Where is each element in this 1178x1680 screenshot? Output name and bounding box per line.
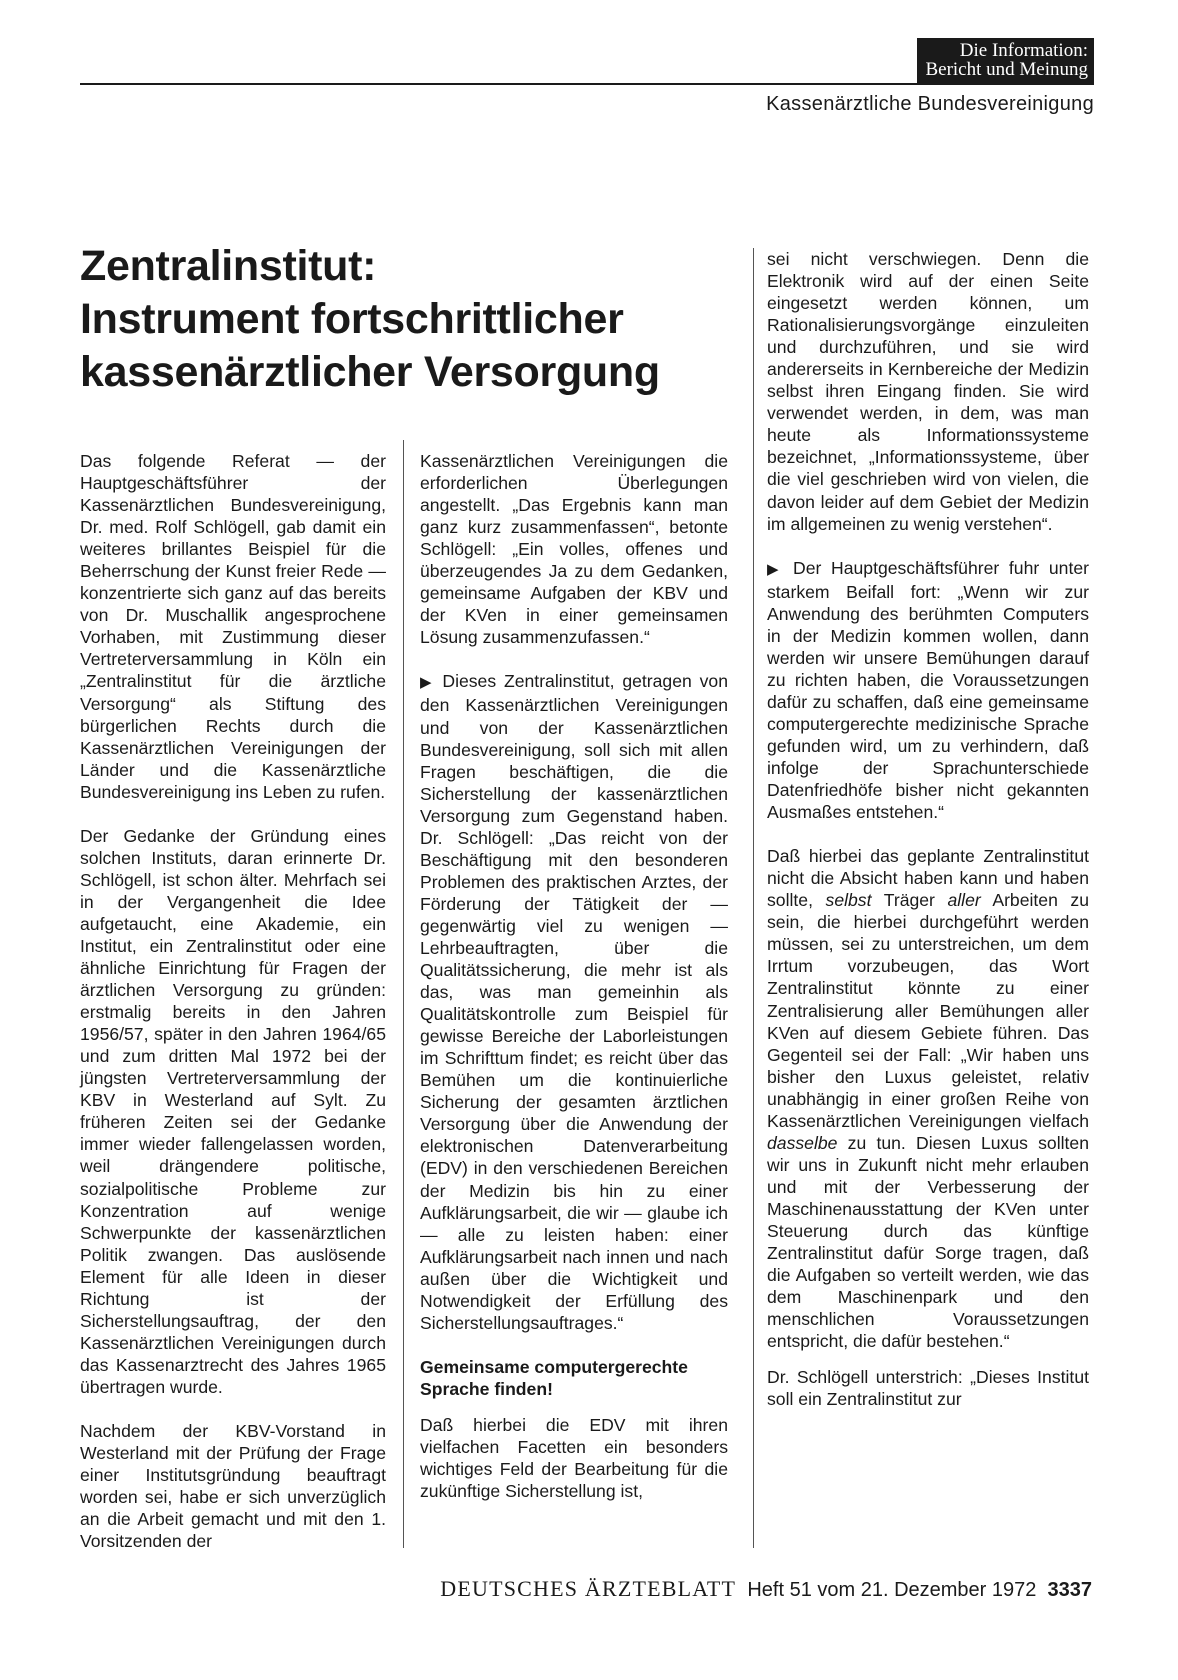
issue-info: Heft 51 vom 21. Dezember 1972 <box>747 1579 1037 1601</box>
emphasis: dasselbe <box>767 1132 838 1153</box>
paragraph-text: Dieses Zentralinstitut, getragen von den Kassenärztlichen Vereinigungen und von der Kassenärztlichen Bundesvereinigung, soll sich mit allen Fragen beschäftigen, die die Sicherstellung der kassenärztlichen Versorgung zum Gegenstand haben. Dr. Schlögell: „Das reicht von der Beschäftigung mit den besonderen Problemen des praktischen Arztes, der Förderung der Tätigkeit der — gegenwärtig viel zu wenigen — Lehrbeauftragten, über die Qualitätssicherung, die mehr ist als das, was man gemeinhin als Qualitätskontrolle zum Beispiel für gewisse Bereiche der Laborleistungen im Schrifttum findet; es reicht über das Bemühen um die kontinuierliche Sicherung der gesamten ärztlichen Versorgung über die Anwendung der elektronischen Datenverarbeitung (EDV) in den verschiedenen Bereichen der Medizin bis hin zu einer Aufklärungsarbeit, die wir — glaube ich — alle zu leisten haben: einer Aufklärungsarbeit nach innen und nach außen über die Wichtigkeit und Notwendigkeit der Erfüllung des Sicherstellungsauftrages.“ <box>420 671 728 1333</box>
page-number: 3337 <box>1047 1579 1092 1601</box>
triangle-marker-icon: ▶ <box>420 674 435 692</box>
paragraph <box>420 670 728 1333</box>
paragraph-text: Träger <box>883 890 935 911</box>
journal-name: DEUTSCHES ÄRZTEBLATT <box>440 1576 737 1601</box>
page-footer <box>440 1576 1092 1602</box>
paragraph: sei nicht verschwiegen. Denn die Elektronik wird auf der einen Seite eingesetzt werden können, um Rationalisierungsvorgänge einzuleiten und durchzuführen, und sie wird andererseits in Kernbereiche der Medizin selbst ihren Eingang finden. Sie wird verwendet werden, in dem, was man heute als Informationssysteme bezeichnet, „Informationssysteme, über die viel geschrieben wird von vielen, die davon leider auf dem Gebiet der Medizin im allgemeinen zu wenig verstehen“. <box>767 249 1089 534</box>
article-headline <box>80 240 730 399</box>
headline-line1: Zentralinstitut: <box>80 242 377 290</box>
headline-line2: Instrument fortschrittlicher <box>80 295 624 343</box>
triangle-marker-icon: ▶ <box>767 560 784 578</box>
subheading-line2: Sprache finden! <box>420 1378 553 1399</box>
subheading <box>420 1356 728 1400</box>
paragraph: Dr. Schlögell unterstrich: „Dieses Institut soll ein Zentralinstitut zur <box>767 1367 1089 1410</box>
paragraph-text: Der Hauptgeschäftsführer fuhr unter starkem Beifall fort: „Wenn wir zur Anwendung des berühmten Computers in der Medizin kommen wollen, dann werden wir unsere Bemühungen darauf zu richten haben, die Voraussetzungen dafür zu schaffen, daß eine gemeinsame computergerechte medizinische Sprache gefunden wird, um zu verhindern, daß infolge der Sprachunterschiede Datenfriedhöfe bisher nicht gekannten Ausmaßes entstehen.“ <box>767 557 1089 823</box>
paragraph: Nachdem der KBV-Vorstand in Westerland mit der Prüfung der Frage einer Institutsgründung beauftragt worden sei, habe er sich unverzüglich an die Arbeit gemacht und mit den 1. Vorsitzenden der <box>80 1420 386 1552</box>
paragraph <box>767 557 1089 824</box>
paragraph <box>767 845 1089 1352</box>
rubric-badge-line2: Bericht und Meinung <box>925 59 1088 80</box>
header-rule <box>80 83 1094 85</box>
text-column-2 <box>420 450 728 1524</box>
paragraph-text: zu tun. Diesen Luxus sollten wir uns in Zukunft nicht mehr erlauben und mit der Verbesserung der Maschinenausstattung der KVen unter Steuerung durch das künftige Zentralinstitut dafür Sorge tragen, daß die Aufgaben so verteilt werden, wie das dem Maschinenpark und den menschlichen Voraussetzungen entspricht, die dafür bestehen.“ <box>767 1132 1089 1352</box>
paragraph-text: Arbeiten zu sein, die hierbei durchgeführt werden müssen, sei zu unterstreichen, um dem Irrtum vorzubeugen, das Wort Zentralinstitut könnte zu einer Zentralisierung aller Bemühungen aller KVen auf diesem Gebiete führen. Das Gegenteil sei der Fall: „Wir haben uns bisher den Luxus geleistet, relativ unabhängig in einer großen Reihe von Kassenärztlichen Vereinigungen vielfach <box>767 890 1089 1131</box>
column-divider-1 <box>403 440 404 1548</box>
emphasis: selbst <box>825 890 872 911</box>
text-column-1 <box>80 450 386 1574</box>
headline-line3: kassenärztlicher Versorgung <box>80 348 660 396</box>
emphasis: aller <box>947 890 981 911</box>
rubric-badge <box>917 38 1094 83</box>
paragraph-text: Daß hierbei das geplante Zentralinstitut nicht die Absicht haben kann und haben sollte, <box>767 846 1089 911</box>
paragraph: Daß hierbei die EDV mit ihren vielfachen Facetten ein besonders wichtiges Feld der Bearbeitung für die zukünftige Sicherstellung ist, <box>420 1414 728 1501</box>
paragraph: Kassenärztlichen Vereinigungen die erforderlichen Überlegungen angestellt. „Das Ergebnis kann man ganz kurz zusammenfassen“, betonte Schlögell: „Ein volles, offenes und überzeugendes Ja zu dem Gedanken, gemeinsame Aufgaben der KBV und der KVen in einer gemeinsamen Lösung zusammenzufassen.“ <box>420 451 728 648</box>
rubric-badge-line1: Die Information: <box>959 40 1088 61</box>
text-column-3 <box>767 248 1089 1432</box>
column-divider-2 <box>753 248 754 1548</box>
subheading-line1: Gemeinsame computergerechte <box>420 1356 688 1377</box>
paragraph: Das folgende Referat — der Hauptgeschäftsführer der Kassenärztlichen Bundesvereinigung, Dr. med. Rolf Schlögell, gab damit ein weiteres brillantes Beispiel für die Beherrschung der Kunst freier Rede — konzentrierte sich ganz auf das bereits von Dr. Muschallik angesprochene Vorhaben, mit Zustimmung dieser Vertreterversammlung in Köln ein „Zentralinstitut für die ärztliche Versorgung“ als Stiftung des bürgerlichen Rechts durch die Kassenärztlichen Vereinigungen der Länder und die Kassenärztliche Bundesvereinigung ins Leben zu rufen. <box>80 451 386 802</box>
paragraph: Der Gedanke der Gründung eines solchen Instituts, daran erinnerte Dr. Schlögell, ist schon älter. Mehrfach sei in der Vergangenheit die Idee aufgetaucht, eine Akademie, ein Institut, ein Zentralinstitut oder eine ähnliche Einrichtung für Fragen der ärztlichen Versorgung zu gründen: erstmalig bereits in den Jahren 1956/57, später in den Jahren 1964/65 und zum dritten Mal 1972 bei der jüngsten Vertreterversammlung der KBV in Westerland auf Sylt. Zu früheren Zeiten sei der Gedanke immer wieder fallengelassen worden, weil drängendere politische, sozialpolitische Probleme zur Konzentration auf wenige Schwerpunkte der kassenärztlichen Politik zwangen. Das auslösende Element für alle Ideen in dieser Richtung ist der Sicherstellungsauftrag, der den Kassenärztlichen Vereinigungen durch das Kassenarztrecht des Jahres 1965 übertragen wurde. <box>80 825 386 1397</box>
section-title: Kassenärztliche Bundesvereinigung <box>766 93 1094 115</box>
